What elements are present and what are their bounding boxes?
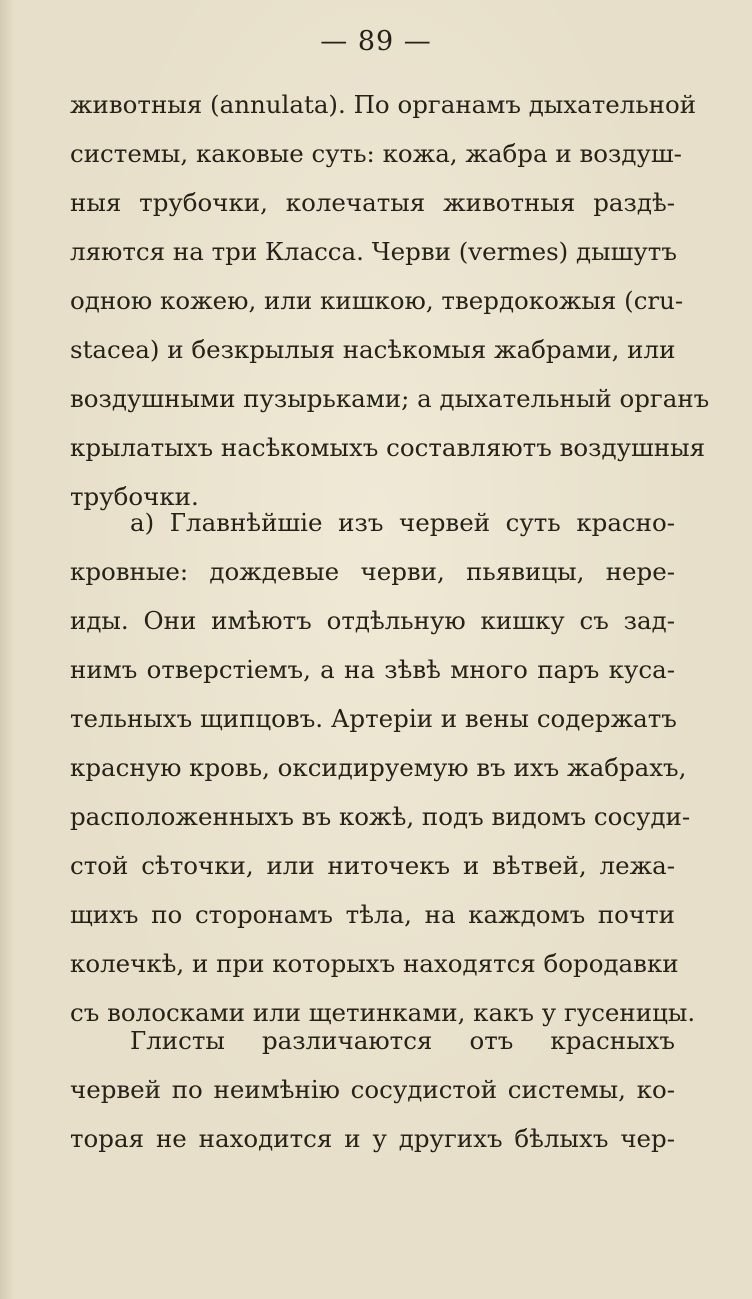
text-line: червей по неимѣнію сосудистой системы, ко-	[70, 1075, 675, 1104]
text-line: одною кожею, или кишкою, твердокожыя (cru-	[70, 286, 684, 315]
page-number: — 89 —	[320, 26, 432, 57]
text-line: а) Главнѣйшіе изъ червей суть красно-	[130, 508, 675, 537]
text-line: воздушными пузырьками; а дыхательный органъ	[70, 384, 710, 413]
text-line: съ волосками или щетинками, какъ у гусеницы.	[70, 998, 696, 1027]
text-line: колечкѣ, и при которыхъ находятся бородавки	[70, 949, 679, 978]
paragraph-1	[70, 80, 710, 521]
text-line: расположенныхъ въ кожѣ, подъ видомъ сосуди-	[70, 802, 691, 831]
text-line: трубочки.	[70, 482, 199, 511]
text-line: крылатыхъ насѣкомыхъ составляютъ воздушныя	[70, 433, 706, 462]
text-line: Глисты различаются отъ красныхъ	[130, 1026, 675, 1055]
text-line: нимъ отверстіемъ, а на зѣвѣ много паръ куса-	[70, 655, 675, 684]
text-line: кровные: дождевые черви, пьявицы, нере-	[70, 557, 675, 586]
text-line: stacea) и безкрылыя насѣкомыя жабрами, или	[70, 335, 676, 364]
text-line: ныя трубочки, колечатыя животныя раздѣ-	[70, 188, 675, 217]
text-line: животныя (annulata). По органамъ дыхательной	[70, 90, 697, 119]
text-line: иды. Они имѣютъ отдѣльную кишку съ зад-	[70, 606, 675, 635]
text-line: системы, каковые суть: кожа, жабра и воздуш-	[70, 139, 682, 168]
text-line: красную кровь, оксидируемую въ ихъ жабрахъ,	[70, 753, 687, 782]
text-line: стой сѣточки, или ниточекъ и вѣтвей, лежа-	[70, 851, 675, 880]
paragraph-3	[70, 1016, 675, 1163]
text-line: торая не находится и у другихъ бѣлыхъ чер-	[70, 1124, 675, 1153]
text-line: тельныхъ щипцовъ. Артеріи и вены содержатъ	[70, 704, 677, 733]
paragraph-2	[70, 498, 696, 1037]
text-line: ляются на три Класса. Черви (vermes) дышутъ	[70, 237, 677, 266]
text-line: щихъ по сторонамъ тѣла, на каждомъ почти	[70, 900, 675, 929]
